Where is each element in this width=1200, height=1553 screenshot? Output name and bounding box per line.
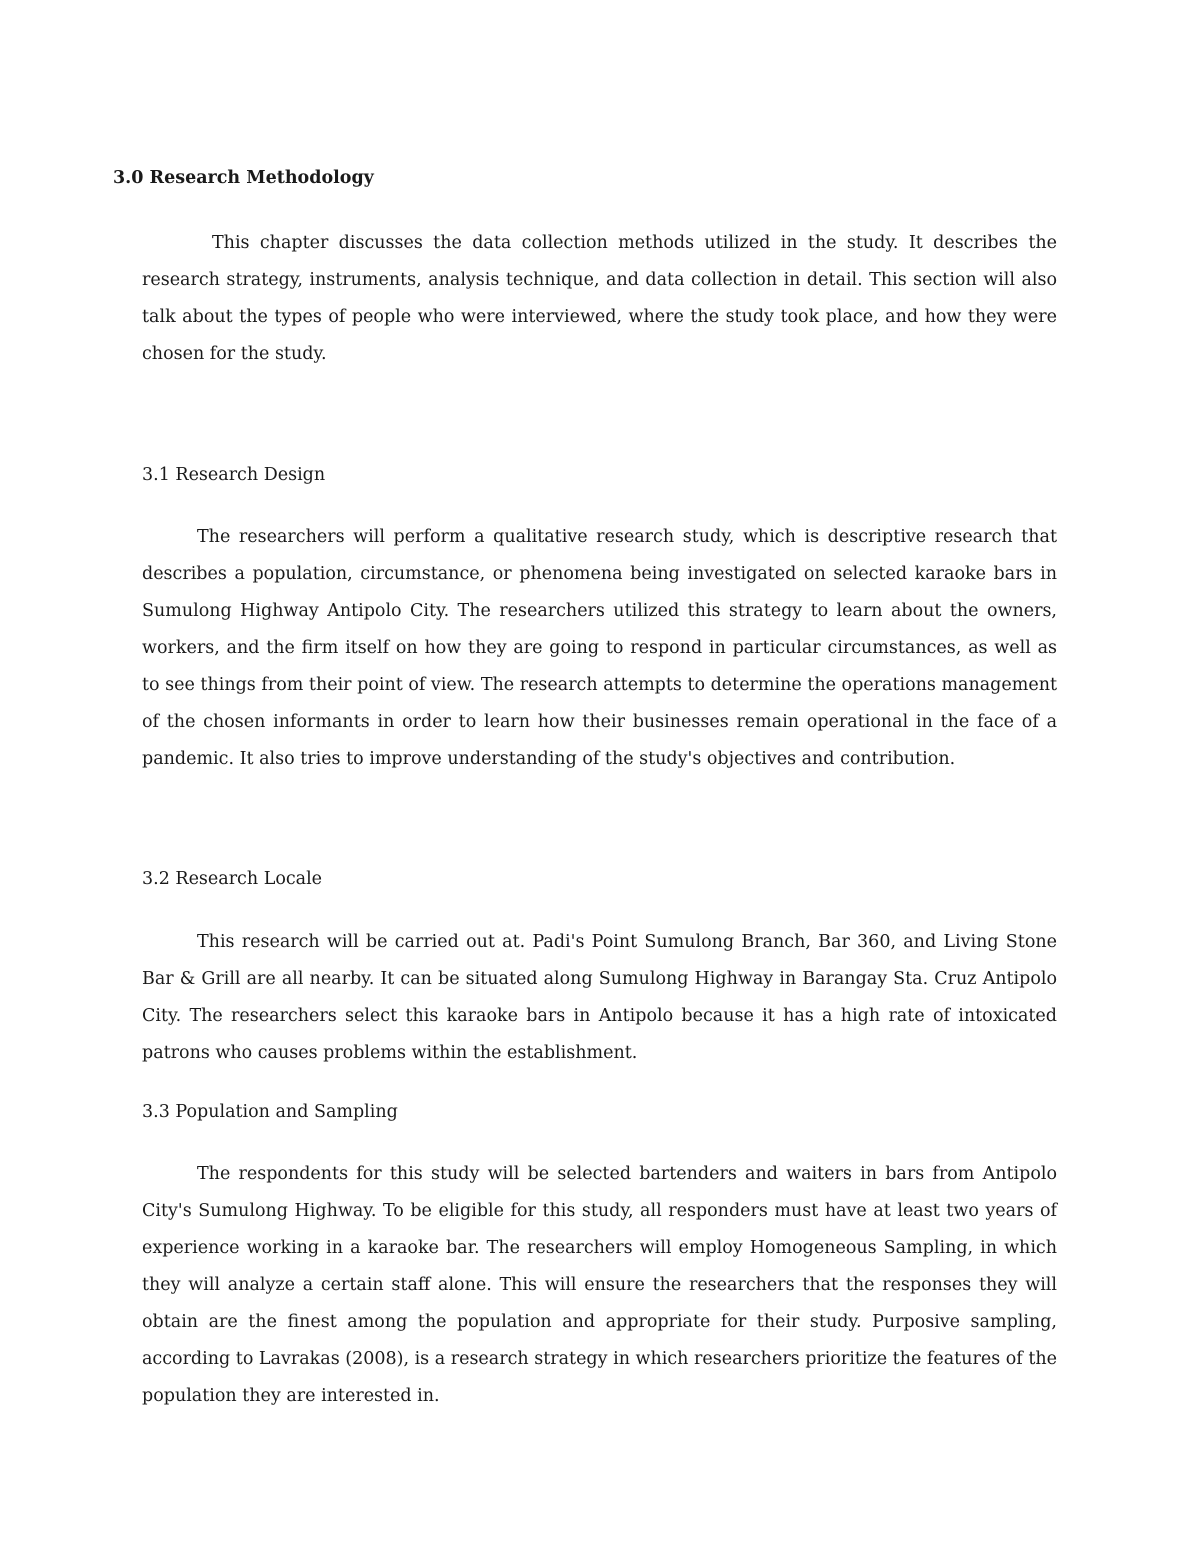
- section-heading-population-sampling: 3.3 Population and Sampling: [142, 1102, 398, 1122]
- section-body-population-sampling: The respondents for this study will be selected bartenders and waiters in bars from Antipolo City's Sumulong Highway. To be eligible for this study, all responders must have at least two years of experience working in a karaoke bar. The researchers will employ Homogeneous Sampling, in which they will analyze a certain staff alone. This will ensure the researchers that the responses they will obtain are the finest among the population and appropriate for their study. Purposive sampling, according to Lavrakas (2008), is a research strategy in which researchers prioritize the features of the population they are interested in.: [142, 1164, 1057, 1406]
- chapter-intro-paragraph: This chapter discusses the data collection methods utilized in the study. It describes the research strategy, instruments, analysis technique, and data collection in detail. This section will also talk about the types of people who were interviewed, where the study took place, and how they were chosen for the study.: [142, 233, 1057, 364]
- section-body-research-locale: This research will be carried out at. Padi's Point Sumulong Branch, Bar 360, and Living Stone Bar & Grill are all nearby. It can be situated along Sumulong Highway in Barangay Sta. Cruz Antipolo City. The researchers select this karaoke bars in Antipolo because it has a high rate of intoxicated patrons who causes problems within the establishment.: [142, 932, 1057, 1063]
- section-body-research-design: The researchers will perform a qualitative research study, which is descriptive research that describes a population, circumstance, or phenomena being investigated on selected karaoke bars in Sumulong Highway Antipolo City. The researchers utilized this strategy to learn about the owners, workers, and the firm itself on how they are going to respond in particular circumstances, as well as to see things from their point of view. The research attempts to determine the operations management of the chosen informants in order to learn how their businesses remain operational in the face of a pandemic. It also tries to improve understanding of the study's objectives and contribution.: [142, 527, 1057, 769]
- section-heading-research-design: 3.1 Research Design: [142, 465, 326, 485]
- section-heading-research-locale: 3.2 Research Locale: [142, 869, 323, 889]
- chapter-title: 3.0 Research Methodology: [113, 168, 374, 188]
